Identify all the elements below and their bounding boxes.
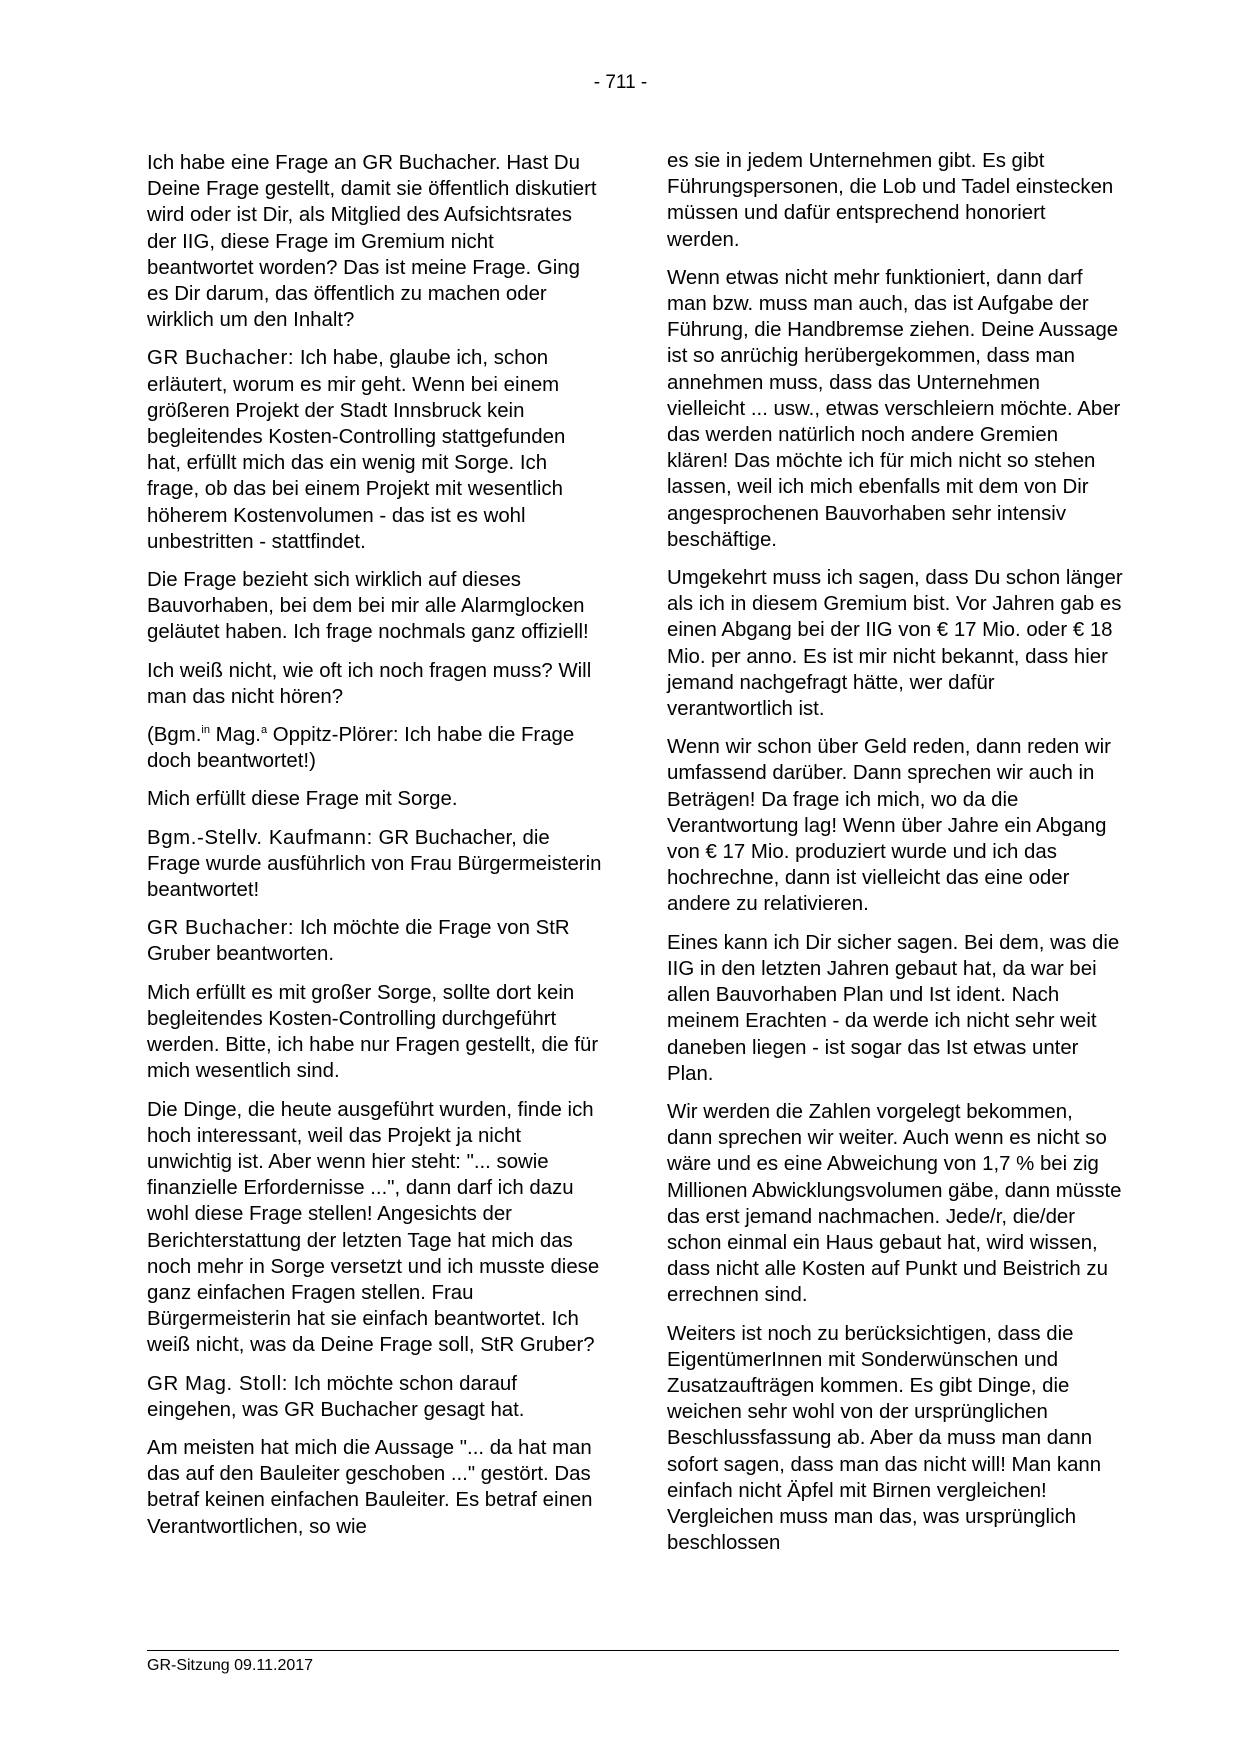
paragraph: Ich weiß nicht, wie oft ich noch fragen muss? Will man das nicht hören? bbox=[147, 659, 592, 708]
footer-session-date: GR-Sitzung 09.11.2017 bbox=[147, 1657, 314, 1674]
paragraph: Mich erfüllt es mit großer Sorge, sollte dort kein begleitendes Kosten-Controlling durchgeführt werden. Bitte, ich habe nur Fragen gestellt, die für mich wesentlich sind. bbox=[147, 981, 599, 1083]
paragraph bbox=[147, 825, 603, 904]
paragraph: Wenn wir schon über Geld reden, dann reden wir umfassend darüber. Dann sprechen wir auch in Beträgen! Da frage ich mich, wo da die Verantwortung lag! Wenn über Jahre ein Abgang von € 17 Mio. produziert wurde und ich das hochrechne, dann ist vielleicht das eine oder andere zu relativieren. bbox=[667, 736, 1111, 916]
paragraph: Am meisten hat mich die Aussage "... da hat man das auf den Bauleiter geschoben ..." gestört. Das betraf keinen einfachen Bauleiter. Es betraf einen Verantwortlichen, so wie bbox=[147, 1436, 593, 1538]
page-number: - 711 - bbox=[593, 72, 648, 93]
paragraph: Wir werden die Zahlen vorgelegt bekommen, dann sprechen wir weiter. Auch wenn es nicht so wäre und es eine Abweichung von 1,7 % bei zig Millionen Abwicklungsvolumen gäbe, dann müsste das erst jemand nachmachen. Jede/r, die/der schon einmal ein Haus gebaut hat, wird wissen, dass nicht alle Kosten auf Punkt und Beistrich zu errechnen sind. bbox=[667, 1100, 1122, 1307]
left-column bbox=[147, 150, 603, 1552]
paragraph: Wenn etwas nicht mehr funktioniert, dann darf man bzw. muss man auch, das ist Aufgabe der Führung, die Handbremse ziehen. Deine Aussage ist so anrüchig herübergekommen, dass man annehmen muss, dass das Unternehmen vielleicht ... usw., etwas verschleiern möchte. Aber das werden natürlich noch andere Gremien klären! Das möchte ich für mich nicht so stehen lassen, weil ich mich ebenfalls mit dem von Dir angesprochenen Bauvorhaben sehr intensiv beschäftige. bbox=[667, 266, 1121, 551]
speech-text: Ich möchte schon darauf eingehen, was GR Buchacher gesagt hat. bbox=[147, 1372, 525, 1421]
speaker-name: GR Buchacher: bbox=[147, 347, 295, 370]
interjection-text: Mag. bbox=[209, 724, 261, 747]
paragraph: es sie in jedem Unternehmen gibt. Es gibt Führungspersonen, die Lob und Tadel einstecken müssen und dafür entsprechend honoriert werden. bbox=[667, 150, 1114, 251]
speech-text: GR Buchacher, die Frage wurde ausführlich von Frau Bürgermeisterin beantwortet! bbox=[147, 826, 602, 902]
footer-divider bbox=[147, 1650, 1119, 1651]
superscript: a bbox=[260, 724, 268, 737]
speaker-name: GR Mag. Stoll: bbox=[147, 1372, 288, 1395]
interjection-text: (Bgm. bbox=[147, 724, 202, 747]
speech-text: Ich möchte die Frage von StR Gruber beantworten. bbox=[147, 917, 570, 966]
paragraph: Umgekehrt muss ich sagen, dass Du schon länger als ich in diesem Gremium bist. Vor Jahren gab es einen Abgang bei der IIG von € 17 Mio. oder € 18 Mio. per anno. Es ist mir nicht bekannt, dass hier jemand nachgefragt hätte, wer dafür verantwortlich ist. bbox=[667, 567, 1123, 721]
paragraph bbox=[147, 345, 603, 555]
interjection-text: Oppitz-Plörer: Ich habe die Frage doch beantwortet!) bbox=[147, 724, 575, 773]
paragraph: Weiters ist noch zu berücksichtigen, dass die EigentümerInnen mit Sonderwünschen und Zusatzaufträgen kommen. Es gibt Dinge, die weichen sehr wohl von der ursprünglichen Beschlussfassung ab. Aber da muss man dann sofort sagen, dass man das nicht will! Man kann einfach nicht Äpfel mit Birnen vergleichen! Vergleichen muss man das, was ursprünglich beschlossen bbox=[667, 1322, 1102, 1555]
paragraph: Mich erfüllt diese Frage mit Sorge. bbox=[147, 788, 458, 811]
paragraph: Eines kann ich Dir sicher sagen. Bei dem, was die IIG in den letzten Jahren gebaut hat, da war bei allen Bauvorhaben Plan und Ist ident. Nach meinem Erachten - da werde ich nicht sehr weit daneben liegen - ist sogar das Ist etwas unter Plan. bbox=[667, 931, 1120, 1085]
speech-text: Ich habe, glaube ich, schon erläutert, worum es mir geht. Wenn bei einem größeren Projekt der Stadt Innsbruck kein begleitendes Kosten-Controlling stattgefunden hat, erfüllt mich das ein wenig mit Sorge. Ich frage, ob das bei einem Projekt mit wesentlich höherem Kostenvolumen - das ist es wohl unbestritten - stattfindet. bbox=[147, 347, 566, 553]
paragraph bbox=[147, 1371, 603, 1423]
paragraph: Ich habe eine Frage an GR Buchacher. Hast Du Deine Frage gestellt, damit sie öffentlich diskutiert wird oder ist Dir, als Mitglied des Aufsichtsrates der IIG, diese Frage im Gremium nicht beantwortet worden? Das ist meine Frage. Ging es Dir darum, das öffentlich zu machen oder wirklich um den Inhalt? bbox=[147, 152, 597, 332]
paragraph: Die Dinge, die heute ausgeführt wurden, finde ich hoch interessant, weil das Projekt ja nicht unwichtig ist. Aber wenn hier steht: "... sowie finanzielle Erfordernisse ...", dann darf ich dazu wohl diese Frage stellen! Angesichts der Berichterstattung der letzten Tage hat mich das noch mehr in Sorge versetzt und ich musste diese ganz einfachen Fragen stellen. Frau Bürgermeisterin hat sie einfach beantwortet. Ich weiß nicht, was da Deine Frage soll, StR Gruber? bbox=[147, 1098, 600, 1357]
paragraph: Die Frage bezieht sich wirklich auf dieses Bauvorhaben, bei dem bei mir alle Alarmglocken geläutet haben. Ich frage nochmals ganz offiziell! bbox=[147, 569, 589, 644]
paragraph bbox=[147, 915, 603, 967]
speaker-name: GR Buchacher: bbox=[147, 917, 295, 940]
superscript: in bbox=[201, 724, 210, 737]
interjection bbox=[147, 722, 603, 774]
right-column bbox=[667, 148, 1123, 1568]
speaker-name: Bgm.-Stellv. Kaufmann: bbox=[147, 826, 373, 849]
